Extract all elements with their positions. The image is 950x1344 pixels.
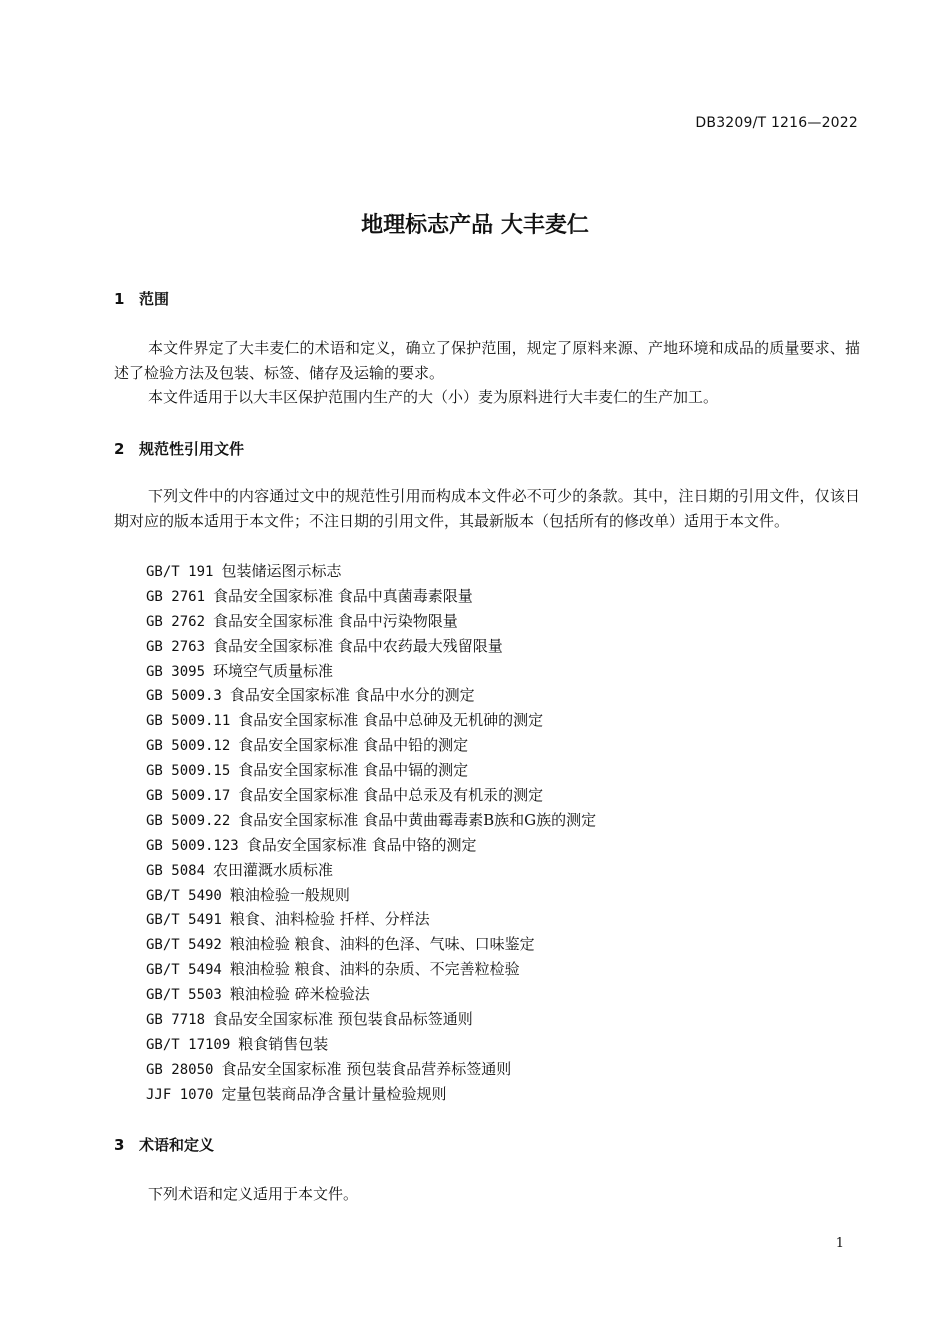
reference-code: GB/T 5491: [146, 912, 222, 929]
reference-code: GB 5009.123: [146, 837, 239, 854]
reference-title: 食品安全国家标准 食品中总汞及有机汞的测定: [238, 786, 544, 805]
reference-title: 粮油检验 碎米检验法: [229, 985, 370, 1004]
section-title: 规范性引用文件: [139, 440, 245, 458]
reference-code: JJF 1070: [146, 1086, 214, 1103]
reference-item: [146, 659, 596, 684]
reference-code: GB/T 5503: [146, 987, 222, 1004]
page-number: 1: [835, 1236, 844, 1251]
reference-title: 食品安全国家标准 食品中总砷及无机砷的测定: [238, 711, 544, 730]
reference-title: 包装储运图示标志: [221, 562, 342, 580]
reference-title: 粮油检验 粮食、油料的色泽、气味、口味鉴定: [229, 935, 535, 954]
section-3-paragraph-1: 下列术语和定义适用于本文件。: [148, 1185, 359, 1203]
reference-item: [146, 1082, 596, 1107]
reference-title: 食品安全国家标准 食品中水分的测定: [229, 686, 475, 705]
reference-item: [146, 559, 596, 584]
reference-item: [146, 982, 596, 1007]
reference-code: GB 3095: [146, 663, 206, 680]
reference-title: 粮食销售包装: [238, 1034, 329, 1053]
reference-title: 农田灌溉水质标准: [213, 860, 334, 879]
reference-code: GB 28050: [146, 1061, 214, 1078]
reference-code: GB 5009.11: [146, 713, 231, 730]
reference-item: [146, 683, 596, 708]
reference-item: [146, 1007, 596, 1032]
document-code: DB3209/T 1216—2022: [695, 115, 858, 131]
reference-title: 食品安全国家标准 食品中镉的测定: [238, 761, 469, 780]
reference-code: GB 5009.3: [146, 688, 222, 705]
reference-code: GB 5009.22: [146, 812, 231, 829]
reference-code: GB 5009.17: [146, 788, 231, 805]
reference-code: GB/T 191: [146, 564, 214, 580]
reference-title: 食品安全国家标准 食品中黄曲霉毒素B族和G族的测定: [238, 810, 597, 829]
reference-item: [146, 634, 596, 659]
reference-code: GB 2761: [146, 588, 206, 605]
section-title: 术语和定义: [139, 1136, 215, 1154]
reference-item: [146, 932, 596, 957]
section-number: 3: [114, 1136, 125, 1154]
reference-code: GB 5009.15: [146, 763, 231, 780]
reference-code: GB/T 17109: [146, 1036, 231, 1053]
reference-item: [146, 1057, 596, 1082]
reference-item: [146, 833, 596, 858]
reference-title: 定量包装商品净含量计量检验规则: [221, 1084, 447, 1103]
section-3-heading: [114, 1134, 214, 1155]
section-2-heading: [114, 438, 244, 459]
reference-code: GB/T 5492: [146, 937, 222, 954]
reference-title: 食品安全国家标准 预包装食品标签通则: [213, 1010, 473, 1029]
section-1-paragraph-1: 本文件界定了大丰麦仁的术语和定义，确立了保护范围，规定了原料来源、产地环境和成品的质量要求、描述了检验方法及包装、标签、储存及运输的要求。: [114, 339, 860, 382]
reference-title: 食品安全国家标准 预包装食品营养标签通则: [221, 1059, 512, 1078]
section-number: 1: [114, 290, 125, 308]
section-number: 2: [114, 440, 125, 458]
section-title: 范围: [139, 290, 170, 308]
reference-item: [146, 733, 596, 758]
reference-title: 食品安全国家标准 食品中铬的测定: [246, 835, 477, 854]
reference-code: GB 7718: [146, 1012, 206, 1029]
reference-item: [146, 758, 596, 783]
reference-item: [146, 609, 596, 634]
document-title: 地理标志产品 大丰麦仁: [361, 213, 589, 238]
reference-title: 食品安全国家标准 食品中铅的测定: [238, 736, 469, 755]
reference-code: GB/T 5490: [146, 887, 222, 904]
reference-title: 粮油检验 粮食、油料的杂质、不完善粒检验: [229, 960, 520, 979]
reference-title: 食品安全国家标准 食品中污染物限量: [213, 611, 458, 630]
reference-item: [146, 907, 596, 932]
reference-item: [146, 783, 596, 808]
reference-title: 食品安全国家标准 食品中真菌毒素限量: [213, 586, 473, 605]
section-2-paragraph-1: 下列文件中的内容通过文中的规范性引用而构成本文件必不可少的条款。其中，注日期的引用文件，仅该日期对应的版本适用于本文件；不注日期的引用文件，其最新版本（包括所有的修改单）适用于本文件。: [114, 487, 860, 530]
normative-reference-list: [146, 559, 596, 1107]
section-1-paragraph-2: 本文件适用于以大丰区保护范围内生产的大（小）麦为原料进行大丰麦仁的生产加工。: [148, 388, 719, 406]
reference-code: GB 5009.12: [146, 738, 231, 755]
reference-item: [146, 708, 596, 733]
section-1-heading: [114, 288, 169, 309]
reference-item: [146, 957, 596, 982]
reference-title: 粮食、油料检验 扦样、分样法: [229, 910, 430, 929]
reference-title: 食品安全国家标准 食品中农药最大残留限量: [213, 636, 503, 655]
reference-item: [146, 1032, 596, 1057]
reference-title: 环境空气质量标准: [213, 661, 334, 680]
reference-code: GB 2762: [146, 613, 206, 630]
reference-code: GB 2763: [146, 638, 206, 655]
reference-code: GB/T 5494: [146, 962, 222, 979]
reference-item: [146, 858, 596, 883]
reference-title: 粮油检验一般规则: [229, 885, 350, 904]
reference-item: [146, 883, 596, 908]
reference-item: [146, 808, 596, 833]
reference-code: GB 5084: [146, 862, 206, 879]
reference-item: [146, 584, 596, 609]
